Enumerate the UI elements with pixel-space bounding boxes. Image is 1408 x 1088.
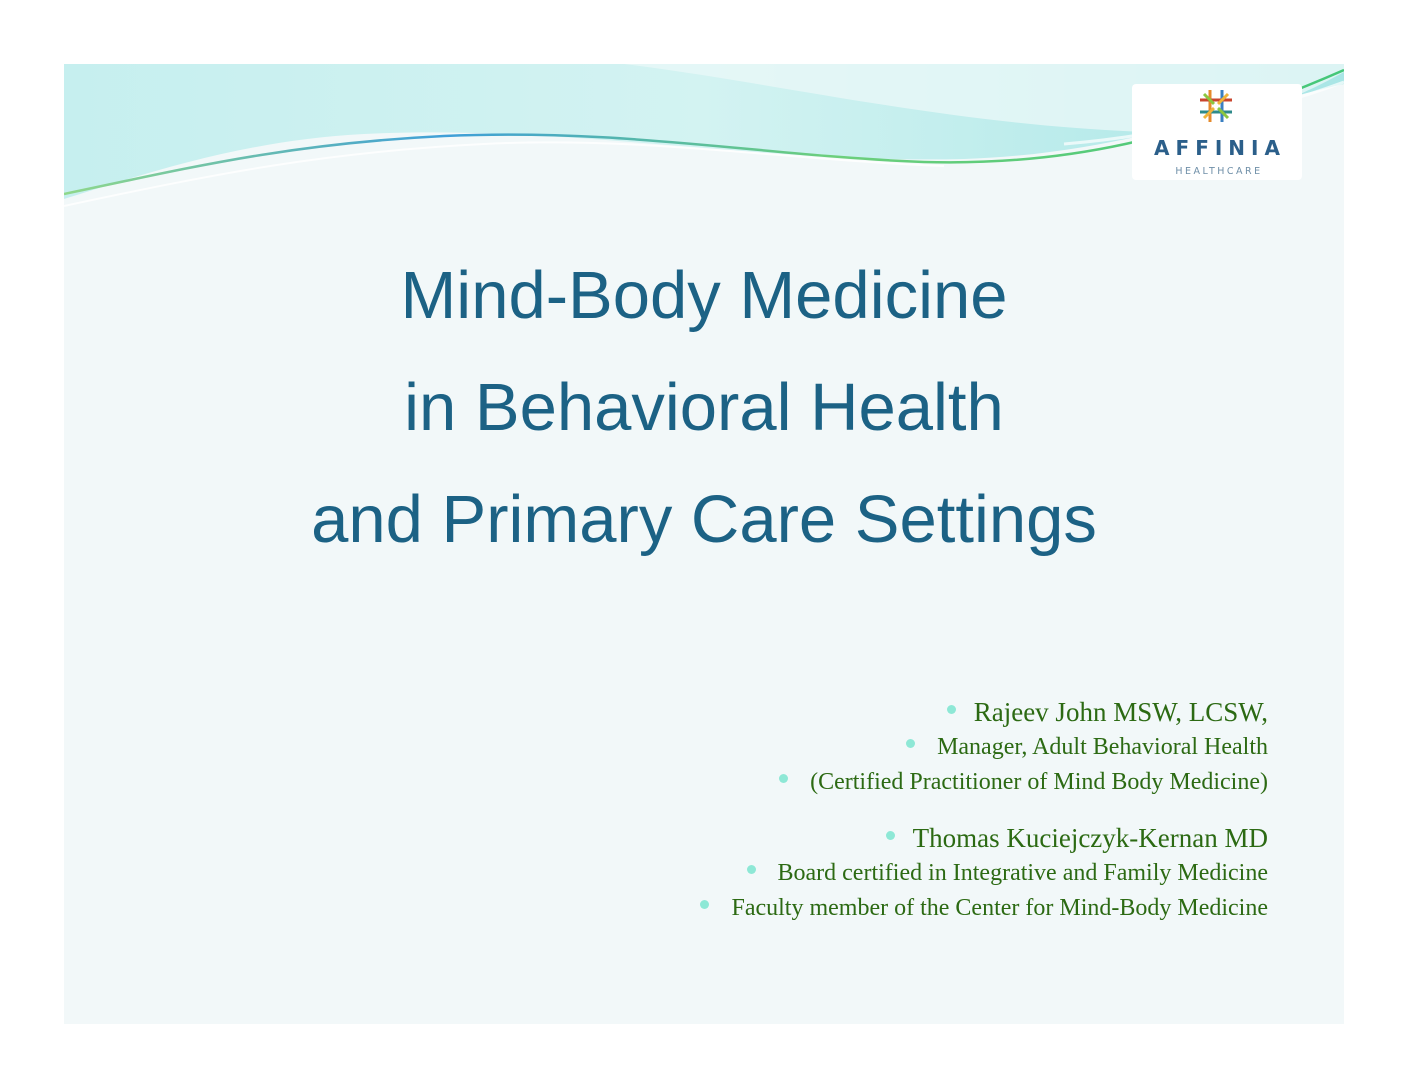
presenter-name-2 <box>364 820 1268 856</box>
bullet-icon <box>747 865 756 874</box>
affinia-logo <box>1132 84 1302 180</box>
bullet-icon <box>947 705 956 714</box>
presenter-1-role: Manager, Adult Behavioral Health <box>937 734 1268 760</box>
bullet-icon <box>779 774 788 783</box>
presenter-1-certification: (Certified Practitioner of Mind Body Medicine) <box>810 769 1268 795</box>
logo-wordmark: AFFINIA <box>1154 136 1286 160</box>
logo-subtitle: HEALTHCARE <box>1175 166 1263 177</box>
presenters-list <box>364 694 1268 926</box>
affinia-star-logo-icon <box>1196 86 1236 126</box>
presenter-2-faculty: Faculty member of the Center for Mind-Body Medicine <box>731 895 1268 921</box>
title-line-2: in Behavioral Health <box>404 370 1004 445</box>
presenter-detail <box>364 730 1268 765</box>
title-line-1: Mind-Body Medicine <box>400 258 1008 333</box>
slide <box>64 64 1344 1024</box>
presenter-detail <box>364 856 1268 891</box>
bullet-icon <box>906 739 915 748</box>
title-line-3: and Primary Care Settings <box>311 482 1097 557</box>
presenter-detail <box>364 891 1268 926</box>
bullet-icon <box>700 900 709 909</box>
presenter-2-name: Thomas Kuciejczyk-Kernan MD <box>912 823 1268 853</box>
presenter-2-certification: Board certified in Integrative and Family Medicine <box>777 860 1268 886</box>
presenter-name-1 <box>364 694 1268 730</box>
presenter-1-name: Rajeev John MSW, LCSW, <box>973 697 1268 727</box>
slide-title <box>64 240 1344 576</box>
presenter-detail <box>364 765 1268 800</box>
bullet-icon <box>886 831 895 840</box>
